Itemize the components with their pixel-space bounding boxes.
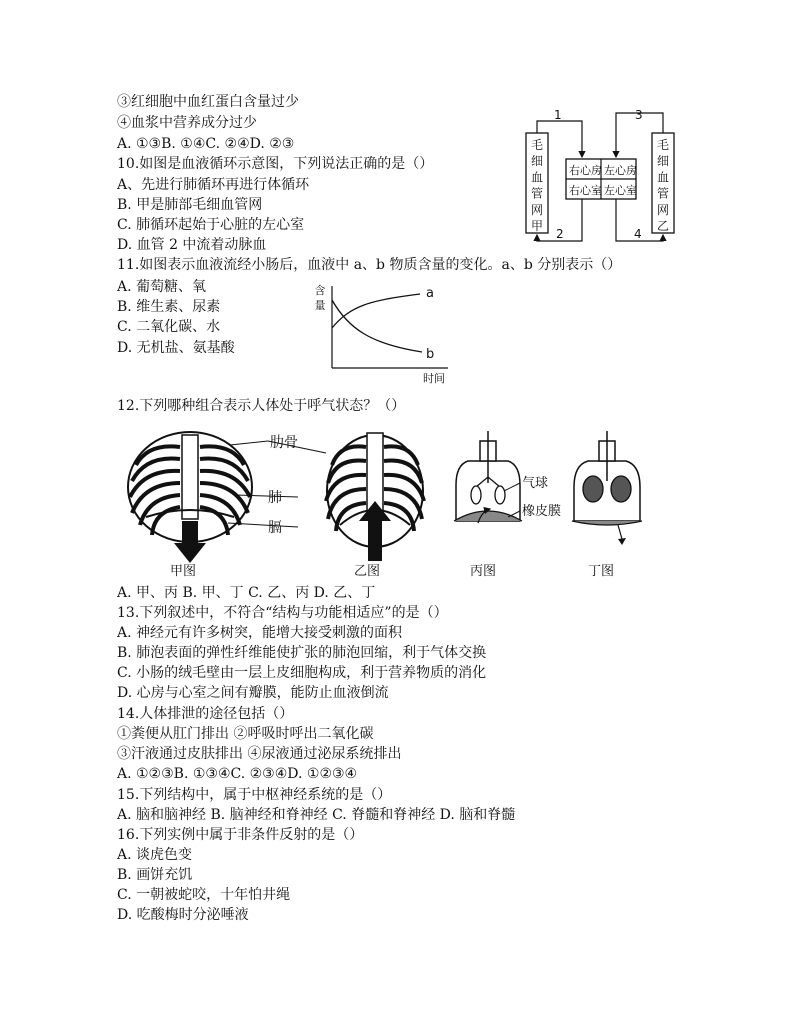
x-axis-label: 时间 (423, 372, 445, 385)
q9-option-4: ④血浆中营养成分过少 (117, 115, 257, 131)
q10-option-d: D. 血管 2 中流着动脉血 (117, 237, 267, 253)
capillary-yi-label: 毛细血管网乙 (656, 138, 670, 233)
q10-option-a: A、先进行肺循环再进行体循环 (117, 177, 310, 193)
respiration-figures (118, 425, 648, 585)
rib-label: 肋骨 (270, 435, 298, 451)
bell-jar-ding (572, 431, 642, 545)
q9-choices: A. ①③B. ①④C. ②④D. ②③ (117, 136, 295, 152)
vessel-3-label: 3 (635, 108, 643, 122)
diaphragm-label: 膈 (268, 520, 282, 536)
ribcage-yi (326, 433, 424, 561)
left-ventricle-label: 左心室 (604, 184, 637, 197)
q10-option-c: C. 肺循环起始于心脏的左心室 (117, 217, 305, 233)
q15-stem: 15.下列结构中，属于中枢神经系统的是（） (117, 787, 392, 803)
q11-option-d: D. 无机盐、氨基酸 (117, 340, 235, 356)
membrane-label: 橡皮膜 (522, 504, 562, 519)
q12-stem: 12.下列哪种组合表示人体处于呼气状态？（） (117, 398, 406, 414)
vessel-4-label: 4 (634, 227, 642, 241)
q11-option-a: A. 葡萄糖、氧 (117, 279, 207, 295)
q15-choices: A. 脑和脑神经 B. 脑神经和脊神经 C. 脊髓和脊神经 D. 脑和脊髓 (117, 807, 516, 823)
q16-option-c: C. 一朝被蛇咬，十年怕井绳 (117, 887, 291, 903)
caption-jia: 甲图 (170, 564, 197, 579)
right-ventricle-label: 右心室 (569, 184, 602, 197)
bell-jar-bing (454, 431, 522, 523)
ribcage-jia (128, 432, 252, 563)
q13-option-d: D. 心房与心室之间有瓣膜，能防止血液倒流 (117, 685, 389, 701)
capillary-jia-label: 毛细血管网甲 (530, 138, 544, 233)
q11-stem: 11.如图表示血液流经小肠后，血液中 a、b 物质含量的变化。a、b 分别表示（） (117, 257, 622, 273)
caption-ding: 丁图 (588, 564, 615, 579)
q14-options-3-4: ③汗液通过皮肤排出 ④尿液通过泌尿系统排出 (117, 746, 402, 762)
q10-stem: 10.如图是血液循环示意图，下列说法正确的是（） (117, 156, 434, 172)
q9-option-3: ③红细胞中血红蛋白含量过少 (117, 94, 299, 110)
balloon-label: 气球 (522, 476, 549, 491)
left-atrium-label: 左心房 (604, 164, 637, 177)
q11-option-c: C. 二氧化碳、水 (117, 319, 221, 335)
q14-choices: A. ①②③B. ①③④C. ②③④D. ①②③④ (117, 766, 358, 782)
vessel-1-label: 1 (554, 108, 562, 122)
curve-b-label: b (426, 347, 435, 362)
q10-option-b: B. 甲是肺部毛细血管网 (117, 197, 263, 213)
q13-option-a: A. 神经元有许多树突，能增大接受刺激的面积 (117, 625, 403, 641)
q13-option-b: B. 肺泡表面的弹性纤维能使扩张的肺泡回缩，利于气体交换 (117, 645, 487, 661)
curve-a-label: a (426, 286, 434, 301)
q16-option-a: A. 谈虎色变 (117, 847, 193, 863)
q14-options-1-2: ①粪便从肛门排出 ②呼吸时呼出二氧化碳 (117, 726, 374, 742)
circulation-diagram (520, 105, 680, 250)
y-axis-label: 含量 (314, 284, 326, 312)
vessel-2-label: 2 (556, 227, 564, 241)
caption-bing: 丙图 (470, 564, 497, 579)
lung-label: 肺 (268, 490, 282, 506)
q11-option-b: B. 维生素、尿素 (117, 299, 221, 315)
q13-option-c: C. 小肠的绒毛壁由一层上皮细胞构成，利于营养物质的消化 (117, 665, 487, 681)
q12-choices: A. 甲、丙 B. 甲、丁 C. 乙、丙 D. 乙、丁 (117, 585, 376, 601)
q13-stem: 13.下列叙述中，不符合“结构与功能相适应”的是（） (117, 605, 448, 621)
curve-a (332, 294, 420, 328)
caption-yi: 乙图 (354, 564, 381, 579)
q16-option-b: B. 画饼充饥 (117, 867, 193, 883)
q14-stem: 14.人体排泄的途径包括（） (117, 706, 294, 722)
right-atrium-label: 右心房 (569, 164, 602, 177)
content-graph (310, 278, 460, 388)
curve-b (332, 300, 422, 352)
q16-stem: 16.下列实例中属于非条件反射的是（） (117, 827, 364, 843)
q16-option-d: D. 吃酸梅时分泌唾液 (117, 907, 249, 923)
